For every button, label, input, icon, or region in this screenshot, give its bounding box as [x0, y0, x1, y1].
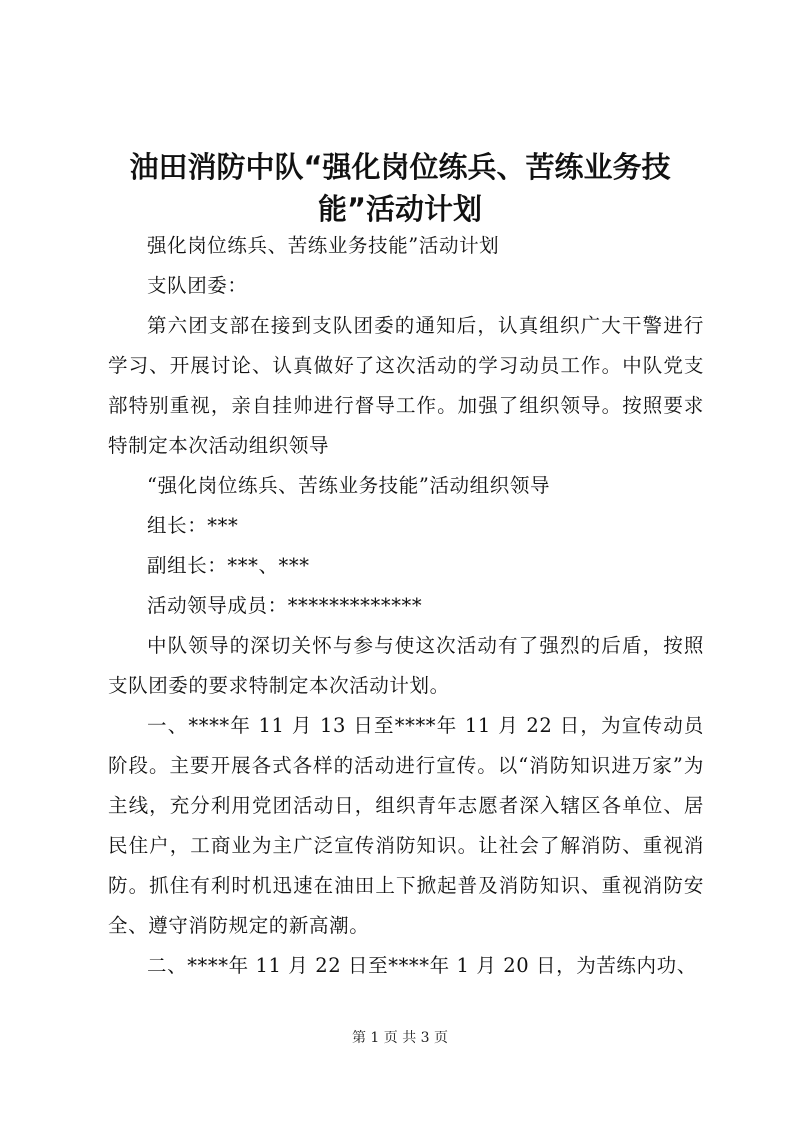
paragraph-phase-one: 一、****年 11 月 13 日至****年 11 月 22 日，为宣传动员阶段。主要开展各式各样的活动进行宣传。以“消防知识进万家”为主线，充分利用党团活动日，组织青年志愿者深入辖区各单位、居民住户，工商业为主广泛宣传消防知识。让社会了解消防、重视消防。抓住有利时机迅速在油田上下掀起普及消防知识、重视消防安全、遵守消防规定的新高潮。	[108, 714, 704, 937]
paragraph-leadership-heading: “强化岗位练兵、苦练业务技能”活动组织领导	[147, 474, 551, 497]
paragraph-phase-two: 二、****年 11 月 22 日至****年 1 月 20 日，为苦练内功、	[147, 954, 697, 977]
paragraph-subtitle: 强化岗位练兵、苦练业务技能”活动计划	[147, 234, 500, 257]
paragraph-leader: 组长：***	[147, 514, 239, 537]
page-footer: 第 1 页 共 3 页	[351, 1030, 449, 1046]
paragraph-intro: 第六团支部在接到支队团委的通知后，认真组织广大干警进行学习、开展讨论、认真做好了这次活动的学习动员工作。中队党支部特别重视，亲自挂帅进行督导工作。加强了组织领导。按照要求特制定本次活动组织领导	[108, 314, 704, 457]
paragraph-deputy-leader: 副组长：***、***	[147, 554, 310, 577]
paragraph-salutation: 支队团委：	[147, 274, 248, 297]
document-body	[108, 226, 704, 986]
paragraph-support: 中队领导的深切关怀与参与使这次活动有了强烈的后盾，按照支队团委的要求特制定本次活动计划。	[108, 634, 704, 697]
document-title: 油田消防中队“强化岗位练兵、苦练业务技能”活动计划	[129, 150, 671, 226]
paragraph-members: 活动领导成员：*************	[147, 594, 423, 617]
